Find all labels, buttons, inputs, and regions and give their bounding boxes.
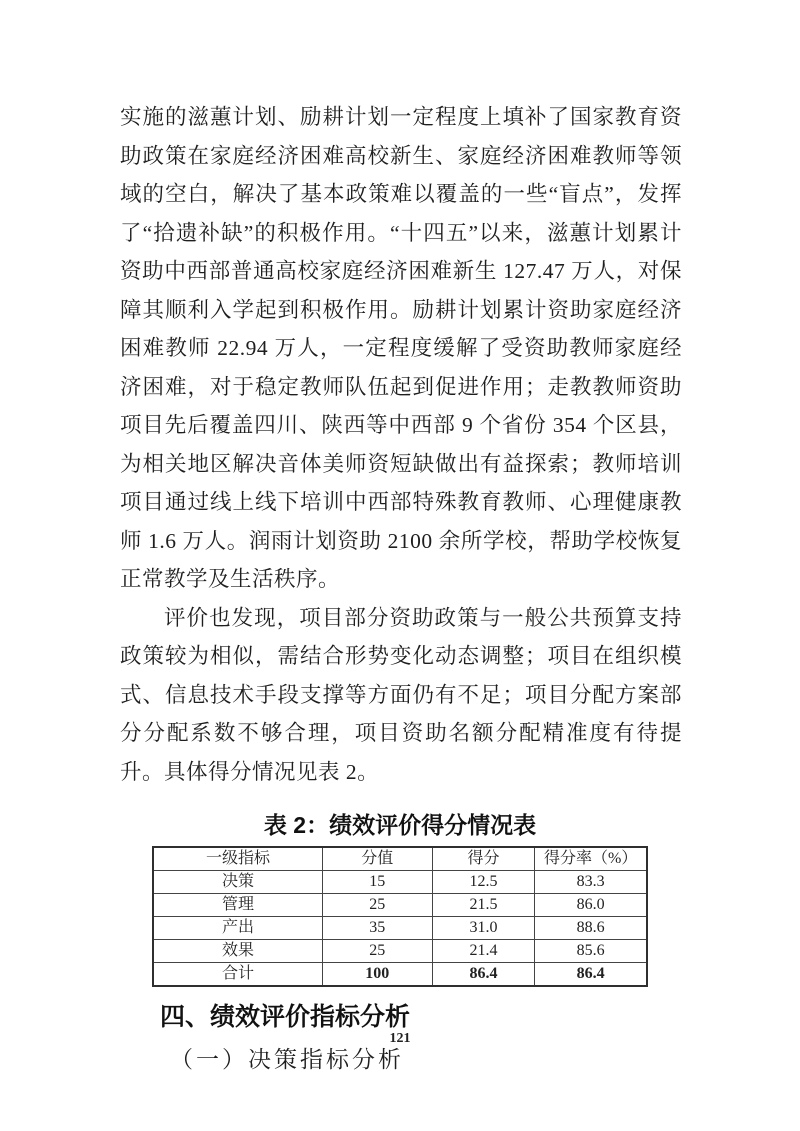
table-row bbox=[153, 917, 647, 940]
table-cell: 管理 bbox=[153, 894, 322, 917]
table-cell: 85.6 bbox=[535, 940, 647, 963]
subsection-heading: （一）决策指标分析 bbox=[170, 1047, 404, 1072]
page-number: 121 bbox=[389, 1031, 411, 1046]
table-cell: 25 bbox=[322, 894, 432, 917]
section-heading: 四、绩效评价指标分析 bbox=[160, 1003, 411, 1031]
table-cell: 83.3 bbox=[535, 871, 647, 894]
table-cell: 合计 bbox=[153, 963, 322, 987]
table-header-cell: 得分 bbox=[432, 847, 535, 871]
table-row bbox=[153, 871, 647, 894]
table-cell: 效果 bbox=[153, 940, 322, 963]
body-paragraph-2: 评价也发现，项目部分资助政策与一般公共预算支持政策较为相似，需结合形势变化动态调整；项目在组织模式、信息技术手段支撑等方面仍有不足；项目分配方案部分分配系数不够合理，项目资助名额分配精准度有待提升。具体得分情况见表 2。 bbox=[120, 605, 682, 784]
table-cell: 25 bbox=[322, 940, 432, 963]
table-cell: 21.4 bbox=[432, 940, 535, 963]
table-header-row bbox=[153, 847, 647, 871]
table-cell: 100 bbox=[322, 963, 432, 987]
table-cell: 86.4 bbox=[432, 963, 535, 987]
table-cell: 86.4 bbox=[535, 963, 647, 987]
score-table bbox=[152, 846, 648, 987]
table-total-row bbox=[153, 963, 647, 987]
table-header-cell: 分值 bbox=[322, 847, 432, 871]
table-cell: 86.0 bbox=[535, 894, 647, 917]
body-paragraph-1: 实施的滋蕙计划、励耕计划一定程度上填补了国家教育资助政策在家庭经济困难高校新生、家庭经济困难教师等领域的空白，解决了基本政策难以覆盖的一些“盲点”，发挥了“拾遗补缺”的积极作用。“十四五”以来，滋蕙计划累计资助中西部普通高校家庭经济困难新生 127.47 万人，对保障其顺利入学起到积极作用。励耕计划累计资助家庭经济困难教师 22.94 万人，一定程度缓解了受资助教师家庭经济困难，对于稳定教师队伍起到促进作用；走教教师资助项目先后覆盖四川、陕西等中西部 9 个省份 354 个区县，为相关地区解决音体美师资短缺做出有益探索；教师培训项目通过线上线下培训中西部特殊教育教师、心理健康教师 1.6 万人。润雨计划资助 2100 余所学校，帮助学校恢复正常教学及生活秩序。 bbox=[120, 105, 682, 591]
table-cell: 决策 bbox=[153, 871, 322, 894]
table-row bbox=[153, 894, 647, 917]
table-title: 表 2：绩效评价得分情况表 bbox=[263, 812, 537, 838]
table-cell: 31.0 bbox=[432, 917, 535, 940]
table-cell: 21.5 bbox=[432, 894, 535, 917]
table-cell: 12.5 bbox=[432, 871, 535, 894]
table-header-cell: 一级指标 bbox=[153, 847, 322, 871]
table-cell: 35 bbox=[322, 917, 432, 940]
table-row bbox=[153, 940, 647, 963]
page-content bbox=[120, 98, 682, 1075]
table-header-cell: 得分率（%） bbox=[535, 847, 647, 871]
table-cell: 88.6 bbox=[535, 917, 647, 940]
table-cell: 15 bbox=[322, 871, 432, 894]
table-cell: 产出 bbox=[153, 917, 322, 940]
